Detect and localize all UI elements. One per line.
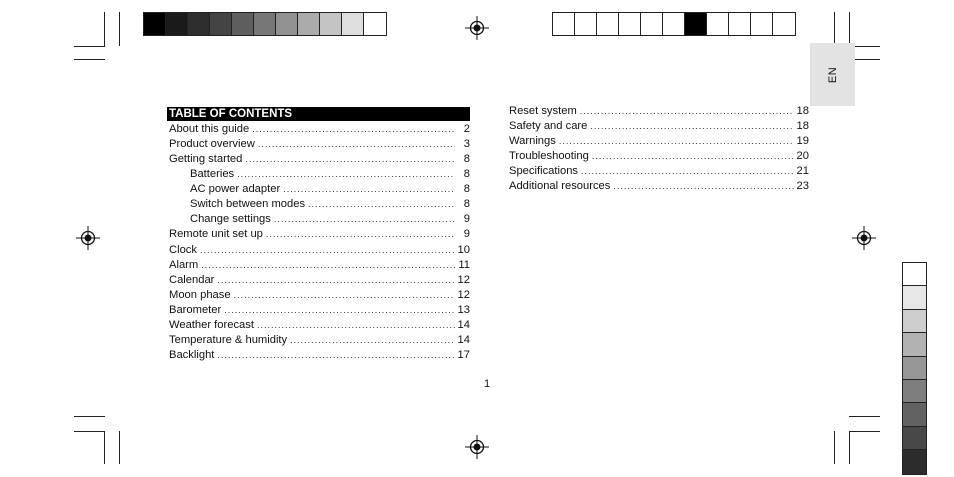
toc-entry-page: 9 [463,213,470,226]
side-grayscale-strip [902,262,927,475]
toc-entry-title: Troubleshooting [509,150,589,163]
registration-mark-icon [465,435,489,459]
registration-calibration-strip [552,12,796,36]
crop-mark [849,431,850,464]
toc-entry-title: Moon phase [169,288,231,301]
registration-swatch [707,13,729,35]
toc-entry[interactable] [169,167,470,182]
toc-leader-dots [257,318,455,333]
toc-entry-title: Weather forecast [169,318,254,331]
registration-swatch [597,13,619,35]
toc-entry[interactable] [169,303,470,318]
toc-entry-page: 17 [457,348,470,361]
toc-entry[interactable] [509,134,809,149]
toc-leader-dots [580,104,794,119]
toc-entry[interactable] [169,152,470,167]
toc-entry-title: AC power adapter [190,183,281,196]
toc-entry[interactable] [509,179,809,194]
side-gray-swatch [903,357,926,380]
side-gray-swatch [903,450,926,473]
crop-mark [74,431,105,432]
toc-leader-dots [217,348,454,363]
gray-swatch [210,13,232,35]
toc-entry-title: Switch between modes [190,198,306,211]
language-tab-label: EN [826,66,839,83]
toc-entry-page: 14 [457,318,470,331]
toc-leader-dots [252,122,455,137]
toc-entry-title: Product overview [169,138,255,151]
toc-entry-title: Clock [169,243,197,256]
toc-entry-page: 13 [457,303,470,316]
toc-leader-dots [266,227,455,242]
toc-leader-dots [290,333,454,348]
crop-mark [849,431,880,432]
toc-entry[interactable] [169,258,470,273]
toc-leader-dots [274,212,455,227]
gray-swatch [276,13,298,35]
gray-swatch [166,13,188,35]
toc-entry-page: 8 [463,183,470,196]
toc-leader-dots [590,119,793,134]
toc-leader-dots [217,273,454,288]
crop-mark [849,416,880,417]
toc-entry-page: 21 [796,165,809,178]
toc-entry[interactable] [509,164,809,179]
toc-entry-title: Temperature & humidity [169,333,288,346]
toc-entry[interactable] [169,212,470,227]
toc-entry[interactable] [509,149,809,164]
registration-swatch [685,13,707,35]
toc-entry-title: Barometer [169,303,222,316]
side-gray-swatch [903,310,926,333]
registration-swatch [575,13,597,35]
toc-entry-page: 20 [796,150,809,163]
toc-entry-page: 12 [457,288,470,301]
toc-entry-page: 8 [463,153,470,166]
toc-entry-title: Specifications [509,165,579,178]
toc-entry-page: 18 [796,120,809,133]
toc-entry-page: 12 [457,273,470,286]
registration-swatch [641,13,663,35]
toc-leader-dots [258,137,455,152]
toc-entry[interactable] [169,137,470,152]
registration-swatch [619,13,641,35]
toc-entry-page: 11 [458,258,470,271]
gray-swatch [232,13,254,35]
registration-mark-icon [76,226,100,250]
toc-entry-title: Remote unit set up [169,228,263,241]
registration-mark-icon [465,16,489,40]
toc-entry-page: 10 [457,243,470,256]
side-gray-swatch [903,380,926,403]
toc-leader-dots [234,288,455,303]
toc-entry[interactable] [169,197,470,212]
crop-mark [849,12,850,46]
toc-entry[interactable] [169,227,470,242]
toc-entry-title: Alarm [169,258,199,271]
toc-entry[interactable] [169,122,470,137]
toc-entry[interactable] [169,182,470,197]
toc-leader-dots [283,182,455,197]
side-gray-swatch [903,263,926,286]
toc-entry-page: 14 [457,333,470,346]
toc-leader-dots [200,243,455,258]
toc-leader-dots [245,152,455,167]
gray-swatch [320,13,342,35]
toc-leader-dots [592,149,794,164]
registration-swatch [751,13,773,35]
toc-entry-page: 19 [796,135,809,148]
toc-entry[interactable] [169,333,470,348]
toc-leader-dots [613,179,793,194]
side-gray-swatch [903,286,926,309]
toc-entry[interactable] [169,348,470,363]
toc-entry[interactable] [169,243,470,258]
side-gray-swatch [903,333,926,356]
toc-left-column [169,122,470,363]
crop-mark [119,431,120,464]
toc-entry-title: About this guide [169,123,250,135]
toc-entry[interactable] [169,273,470,288]
toc-entry-title: Warnings [509,135,556,148]
toc-entry-page: 2 [463,123,470,135]
crop-mark [834,431,835,464]
gray-swatch [144,13,166,35]
side-gray-swatch [903,427,926,450]
toc-entry-title: Additional resources [509,180,611,193]
toc-right-column [509,104,809,194]
side-gray-swatch [903,403,926,426]
gray-swatch [364,13,386,35]
toc-entry-title: Batteries [190,168,235,181]
registration-mark-icon [852,226,876,250]
registration-swatch [663,13,685,35]
registration-swatch [553,13,575,35]
toc-entry-page: 8 [463,198,470,211]
crop-mark [104,12,105,46]
gray-swatch [298,13,320,35]
toc-entry-title: Backlight [169,348,215,361]
crop-mark [74,416,105,417]
registration-swatch [729,13,751,35]
toc-leader-dots [308,197,455,212]
toc-leader-dots [237,167,455,182]
crop-mark [119,12,120,46]
crop-mark [74,46,105,47]
gray-swatch [188,13,210,35]
toc-entry[interactable] [169,318,470,333]
toc-entry-title: Change settings [190,213,271,226]
toc-entry-page: 9 [463,228,470,241]
toc-entry-page: 3 [463,138,470,151]
toc-entry-title: Getting started [169,153,243,166]
page-number: 1 [484,378,491,390]
registration-swatch [773,13,795,35]
toc-entry[interactable] [169,288,470,303]
toc-entry-page: 23 [796,180,809,193]
toc-entry-title: Reset system [509,105,577,117]
toc-leader-dots [581,164,794,179]
toc-leader-dots [224,303,454,318]
grayscale-calibration-strip [143,12,387,36]
toc-entry-title: Safety and care [509,120,588,133]
toc-leader-dots [201,258,455,273]
crop-mark [104,431,105,464]
toc-entry-page: 18 [796,105,809,117]
toc-heading: TABLE OF CONTENTS [167,107,470,121]
gray-swatch [254,13,276,35]
language-tab [810,43,855,106]
crop-mark [834,12,835,46]
toc-entry[interactable] [509,119,809,134]
toc-leader-dots [559,134,794,149]
toc-entry-title: Calendar [169,273,215,286]
toc-entry[interactable] [509,104,809,119]
toc-entry-page: 8 [463,168,470,181]
crop-mark [74,59,105,60]
gray-swatch [342,13,364,35]
